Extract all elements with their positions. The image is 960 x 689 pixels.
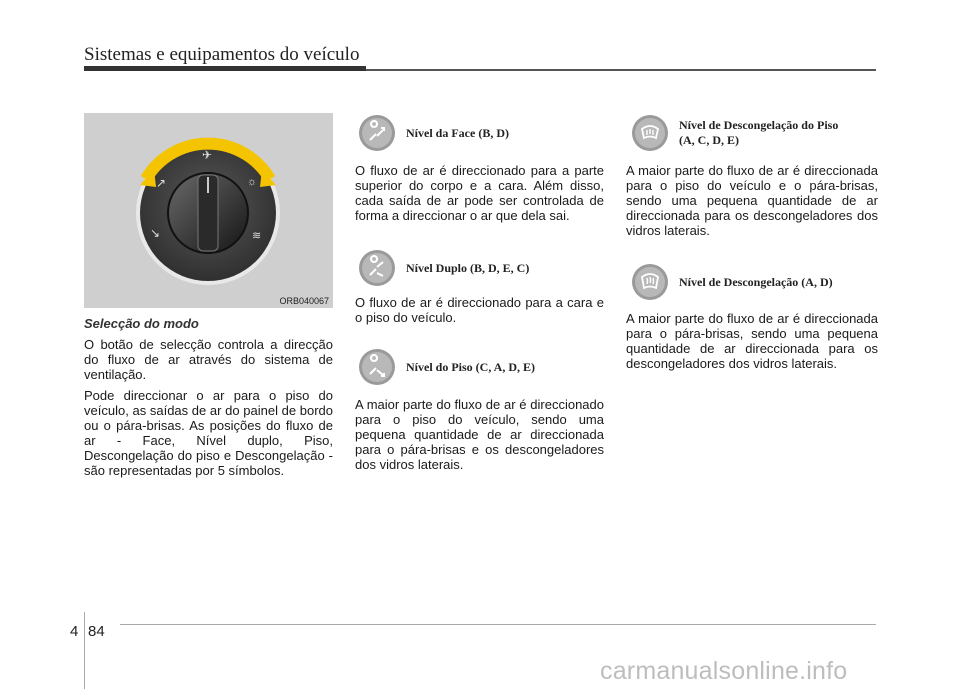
svg-text:↗: ↗ [156, 176, 167, 190]
mode-face-heading [358, 114, 509, 152]
mode-defrost-heading [631, 263, 833, 301]
defrost-icon [631, 263, 669, 301]
mode-bilevel-text: O fluxo de ar é direccionado para a cara e o piso do veículo. [355, 295, 604, 325]
mode-bilevel-label: Nível Duplo (B, D, E, C) [406, 260, 530, 275]
column-1 [84, 316, 333, 478]
svg-text:≋: ≋ [252, 230, 262, 242]
paragraph: Pode direccionar o ar para o piso do veículo, as saídas de ar do painel de bordo ou o pára-brisas. As posições do fluxo de ar - Face, Nível duplo, Piso, Descongelação do piso e Descongelação - são representadas por 5 símbolos. [84, 388, 333, 478]
page-header-title: Sistemas e equipamentos do veículo [84, 44, 360, 65]
mode-face-label: Nível da Face (B, D) [406, 125, 509, 140]
page-number: 84 [88, 623, 105, 640]
footer-rule [120, 624, 876, 625]
footer-vertical-rule [84, 612, 85, 689]
section-subtitle: Selecção do modo [84, 316, 199, 331]
mode-floor-label: Nível do Piso (C, A, D, E) [406, 359, 535, 374]
svg-text:☼: ☼ [247, 176, 258, 188]
mode-floor-defrost-positions: (A, C, D, E) [679, 133, 739, 147]
mode-floor-defrost-heading [631, 114, 838, 152]
mode-bilevel-heading [358, 249, 529, 287]
floor-icon [358, 348, 396, 386]
header-rule [84, 66, 366, 71]
mode-floor-defrost-label [679, 118, 838, 148]
bi-level-icon [358, 249, 396, 287]
mode-floor-defrost-title: Nível de Descongelação do Piso [679, 118, 839, 132]
figure-code: ORB040067 [279, 296, 329, 306]
watermark: carmanualsonline.info [600, 657, 848, 685]
mode-floor-defrost-text: A maior parte do fluxo de ar é direccionada para o piso do veículo e o pára-brisas, sendo uma pequena quantidade de ar direccionada para os descongeladores dos vidros laterais. [626, 163, 878, 238]
mode-floor-text: A maior parte do fluxo de ar é direccionado para o piso do veículo, sendo uma pequena quantidade de ar direccionada para o pára-brisas e os descongeladores dos vidros laterais. [355, 397, 604, 472]
mode-knob-illustration [84, 113, 333, 308]
mode-knob-figure [84, 113, 333, 308]
svg-text:✈: ✈ [202, 148, 213, 162]
paragraph: O botão de selecção controla a direcção do fluxo de ar através do sistema de ventilação. [84, 337, 333, 382]
chapter-number: 4 [70, 623, 79, 640]
svg-text:↘: ↘ [150, 226, 161, 240]
mode-defrost-label: Nível de Descongelação (A, D) [679, 274, 833, 289]
face-vent-icon [358, 114, 396, 152]
mode-defrost-text: A maior parte do fluxo de ar é direccionada para o pára-brisas, sendo uma pequena quantidade de ar direccionada para os descongeladores dos vidros laterais. [626, 311, 878, 371]
header-rule-thin [366, 69, 876, 71]
floor-defrost-icon [631, 114, 669, 152]
mode-floor-heading [358, 348, 535, 386]
mode-face-text: O fluxo de ar é direccionado para a parte superior do corpo e a cara. Além disso, cada saída de ar pode ser controlada de forma a direccionar o ar que dela sai. [355, 163, 604, 223]
